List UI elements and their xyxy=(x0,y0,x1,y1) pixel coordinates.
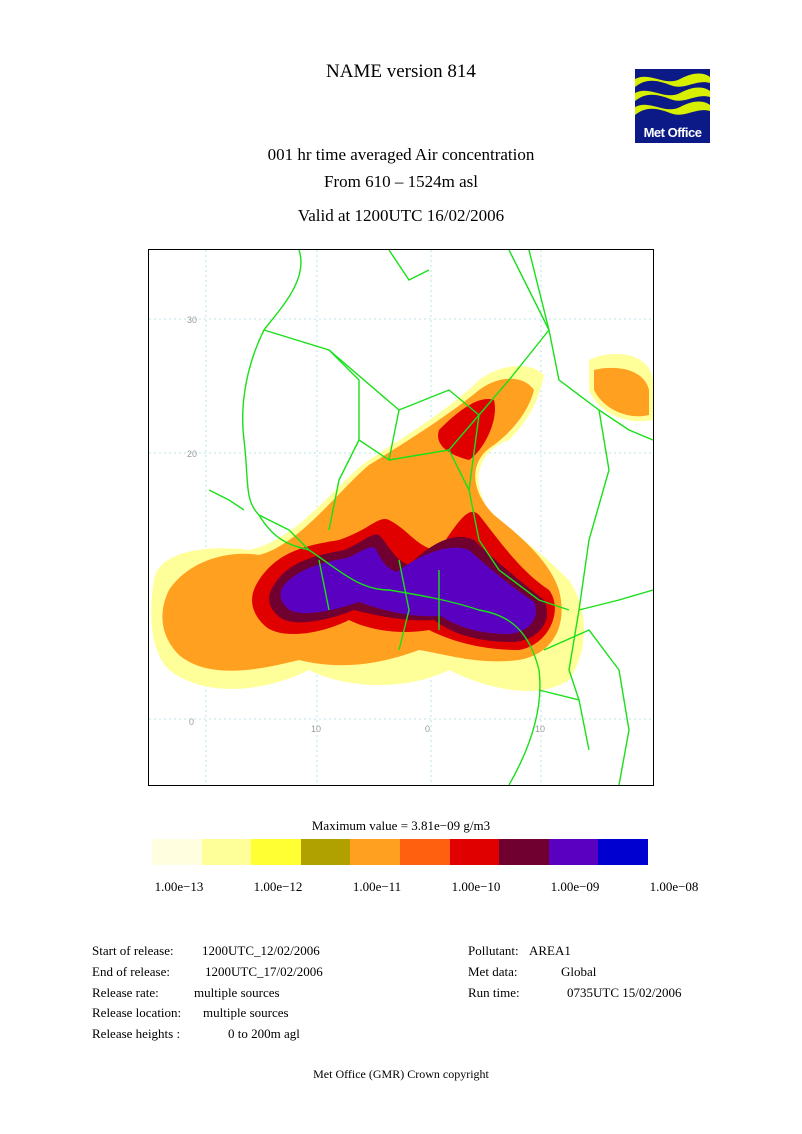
valid-time: Valid at 1200UTC 16/02/2006 xyxy=(297,206,505,225)
scale-label: 1.00e−13 xyxy=(154,879,204,894)
colour-scale-cell xyxy=(301,839,351,865)
colour-scale-cell xyxy=(350,839,400,865)
location-value: multiple sources xyxy=(203,1005,289,1020)
scale-label: 1.00e−09 xyxy=(550,879,600,894)
colour-scale-cell xyxy=(499,839,549,865)
footer-copyright: Met Office (GMR) Crown copyright xyxy=(313,1067,489,1081)
scale-label: 1.00e−08 xyxy=(649,879,699,894)
heights-label: Release heights : xyxy=(92,1026,181,1041)
pollutant-label: Pollutant: xyxy=(468,943,519,958)
page-title: NAME version 814 xyxy=(326,61,476,82)
rate-label: Release rate: xyxy=(92,985,159,1000)
subtitle-line-2: From 610 – 1524m asl xyxy=(324,172,478,191)
lon-label-0: 0 xyxy=(425,724,431,734)
metdata-value: Global xyxy=(561,964,597,979)
heights-value: 0 to 200m agl xyxy=(228,1026,300,1041)
wave-logo-icon xyxy=(635,69,710,125)
end-label: End of release: xyxy=(92,964,170,979)
rate-value: multiple sources xyxy=(194,985,280,1000)
end-value: 1200UTC_17/02/2006 xyxy=(205,964,323,979)
subtitle-line-1: 001 hr time averaged Air concentration xyxy=(267,145,535,164)
pollutant-value: AREA1 xyxy=(529,943,571,958)
scale-label: 1.00e−10 xyxy=(451,879,501,894)
metdata-label: Met data: xyxy=(468,964,518,979)
runtime-label: Run time: xyxy=(468,985,520,1000)
colour-scale-cell xyxy=(202,839,252,865)
concentration-map xyxy=(148,249,654,786)
colour-scale-cell xyxy=(400,839,450,865)
lon-label-10w: 10 xyxy=(311,724,322,734)
map-canvas xyxy=(149,250,653,785)
lon-label-10e: 10 xyxy=(535,724,546,734)
start-label: Start of release: xyxy=(92,943,174,958)
colour-scale-cell xyxy=(251,839,301,865)
colour-scale-cell xyxy=(598,839,648,865)
start-value: 1200UTC_12/02/2006 xyxy=(202,943,320,958)
logo-text: Met Office xyxy=(643,125,702,140)
colour-scale-cell xyxy=(549,839,599,865)
maximum-value: Maximum value = 3.81e−09 g/m3 xyxy=(311,818,491,833)
lat-label-20: 20 xyxy=(187,449,198,459)
scale-label: 1.00e−11 xyxy=(352,879,402,894)
colour-scale-bar xyxy=(152,839,648,865)
met-office-logo xyxy=(635,69,710,143)
lat-label-30: 30 xyxy=(187,315,198,325)
colour-scale-cell xyxy=(152,839,202,865)
colour-scale-cell xyxy=(450,839,500,865)
scale-label: 1.00e−12 xyxy=(253,879,303,894)
runtime-value: 0735UTC 15/02/2006 xyxy=(567,985,682,1000)
lat-label-0: 0 xyxy=(189,717,195,727)
location-label: Release location: xyxy=(92,1005,182,1020)
